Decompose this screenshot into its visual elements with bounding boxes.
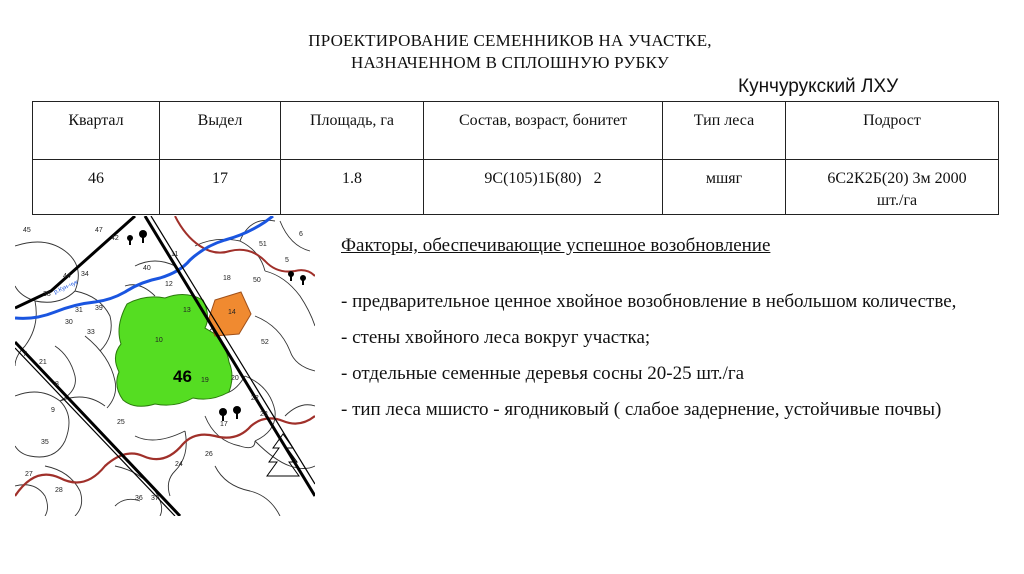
stand-table bbox=[32, 101, 999, 215]
slide-title bbox=[180, 30, 840, 74]
parcel-label: 42 bbox=[111, 235, 119, 242]
parcel-label: 47 bbox=[95, 227, 103, 234]
parcel-label: 45 bbox=[23, 227, 31, 234]
parcel-label: 18 bbox=[223, 275, 231, 282]
col-header-area: Площадь, га bbox=[281, 102, 424, 160]
forest-map-svg bbox=[15, 216, 315, 516]
col-header-forest-type: Тип леса bbox=[663, 102, 786, 160]
cell-composition: 9С(105)1Б(80) 2 bbox=[424, 160, 663, 215]
parcel-label: 14 bbox=[228, 309, 236, 316]
parcel-label: 39 bbox=[95, 305, 103, 312]
parcel-label: 19 bbox=[201, 377, 209, 384]
parcel-label: 6 bbox=[299, 231, 303, 238]
parcel-label: 22 bbox=[251, 395, 259, 402]
parcel-label: 52 bbox=[261, 339, 269, 346]
factor-item: - тип леса мшисто - ягодниковый ( слабое задернение, устойчивые почвы) bbox=[341, 399, 942, 420]
factor-item: - стены хвойного леса вокруг участка; bbox=[341, 327, 651, 348]
parcel-label: 33 bbox=[87, 329, 95, 336]
parcel-label: 23 bbox=[260, 411, 268, 418]
parcel-label: 13 bbox=[183, 307, 191, 314]
parcel-label: 38 bbox=[43, 291, 51, 298]
cell-area: 1.8 bbox=[281, 160, 424, 215]
parcel-label: 30 bbox=[65, 319, 73, 326]
parcel-label: 10 bbox=[155, 337, 163, 344]
table-row bbox=[33, 160, 999, 215]
parcel-label: 37 bbox=[151, 495, 159, 502]
table-header-row bbox=[33, 102, 999, 160]
parcel-label: 7 bbox=[23, 351, 27, 358]
cell-allotment: 17 bbox=[160, 160, 281, 215]
parcel-label: 8 bbox=[55, 381, 59, 388]
col-header-regrowth: Подрост bbox=[786, 102, 999, 160]
col-header-composition: Состав, возраст, бонитет bbox=[424, 102, 663, 160]
parcel-label: 20 bbox=[231, 375, 239, 382]
parcel-label: 17 bbox=[220, 421, 228, 428]
cell-forest-type: мшяг bbox=[663, 160, 786, 215]
factor-item: - отдельные семенные деревья сосны 20-25 шт./га bbox=[341, 363, 745, 384]
col-header-allotment: Выдел bbox=[160, 102, 281, 160]
factors-heading: Факторы, обеспечивающие успешное возобновление bbox=[341, 235, 771, 256]
river-label: р.Кун-чук bbox=[53, 279, 80, 296]
parcel-label: 35 bbox=[41, 439, 49, 446]
parcel-label: 5 bbox=[285, 257, 289, 264]
parcel-label: 9 bbox=[51, 407, 55, 414]
parcel-label: 28 bbox=[55, 487, 63, 494]
parcel-label: 21 bbox=[39, 359, 47, 366]
parcel-label: 34 bbox=[81, 271, 89, 278]
parcel-label: 24 bbox=[175, 461, 183, 468]
forest-map bbox=[15, 216, 315, 516]
parcel-label: 50 bbox=[253, 277, 261, 284]
quarter-number-46: 46 bbox=[173, 367, 192, 386]
parcel-label: 44 bbox=[63, 273, 71, 280]
factors-section bbox=[341, 233, 1006, 437]
parcel-label: 51 bbox=[259, 241, 267, 248]
parcel-label: 40 bbox=[143, 265, 151, 272]
organization-label: Кунчурукский ЛХУ bbox=[738, 76, 899, 97]
parcel-label: 25 bbox=[117, 419, 125, 426]
parcel-label: 11 bbox=[171, 251, 179, 258]
title-line-1: ПРОЕКТИРОВАНИЕ СЕМЕННИКОВ НА УЧАСТКЕ, bbox=[308, 31, 712, 50]
cell-regrowth: 6С2К2Б(20) 3м 2000 шт./га bbox=[786, 160, 999, 215]
col-header-quarter: Квартал bbox=[33, 102, 160, 160]
parcel-label: 31 bbox=[75, 307, 83, 314]
parcel-label: 26 bbox=[205, 451, 213, 458]
parcel-label: 12 bbox=[165, 281, 173, 288]
cell-quarter: 46 bbox=[33, 160, 160, 215]
parcel-label: 27 bbox=[25, 471, 33, 478]
title-line-2: НАЗНАЧЕННОМ В СПЛОШНУЮ РУБКУ bbox=[351, 53, 669, 72]
parcel-label: 36 bbox=[135, 495, 143, 502]
factor-item: - предварительное ценное хвойное возобновление в небольшом количестве, bbox=[341, 291, 957, 312]
